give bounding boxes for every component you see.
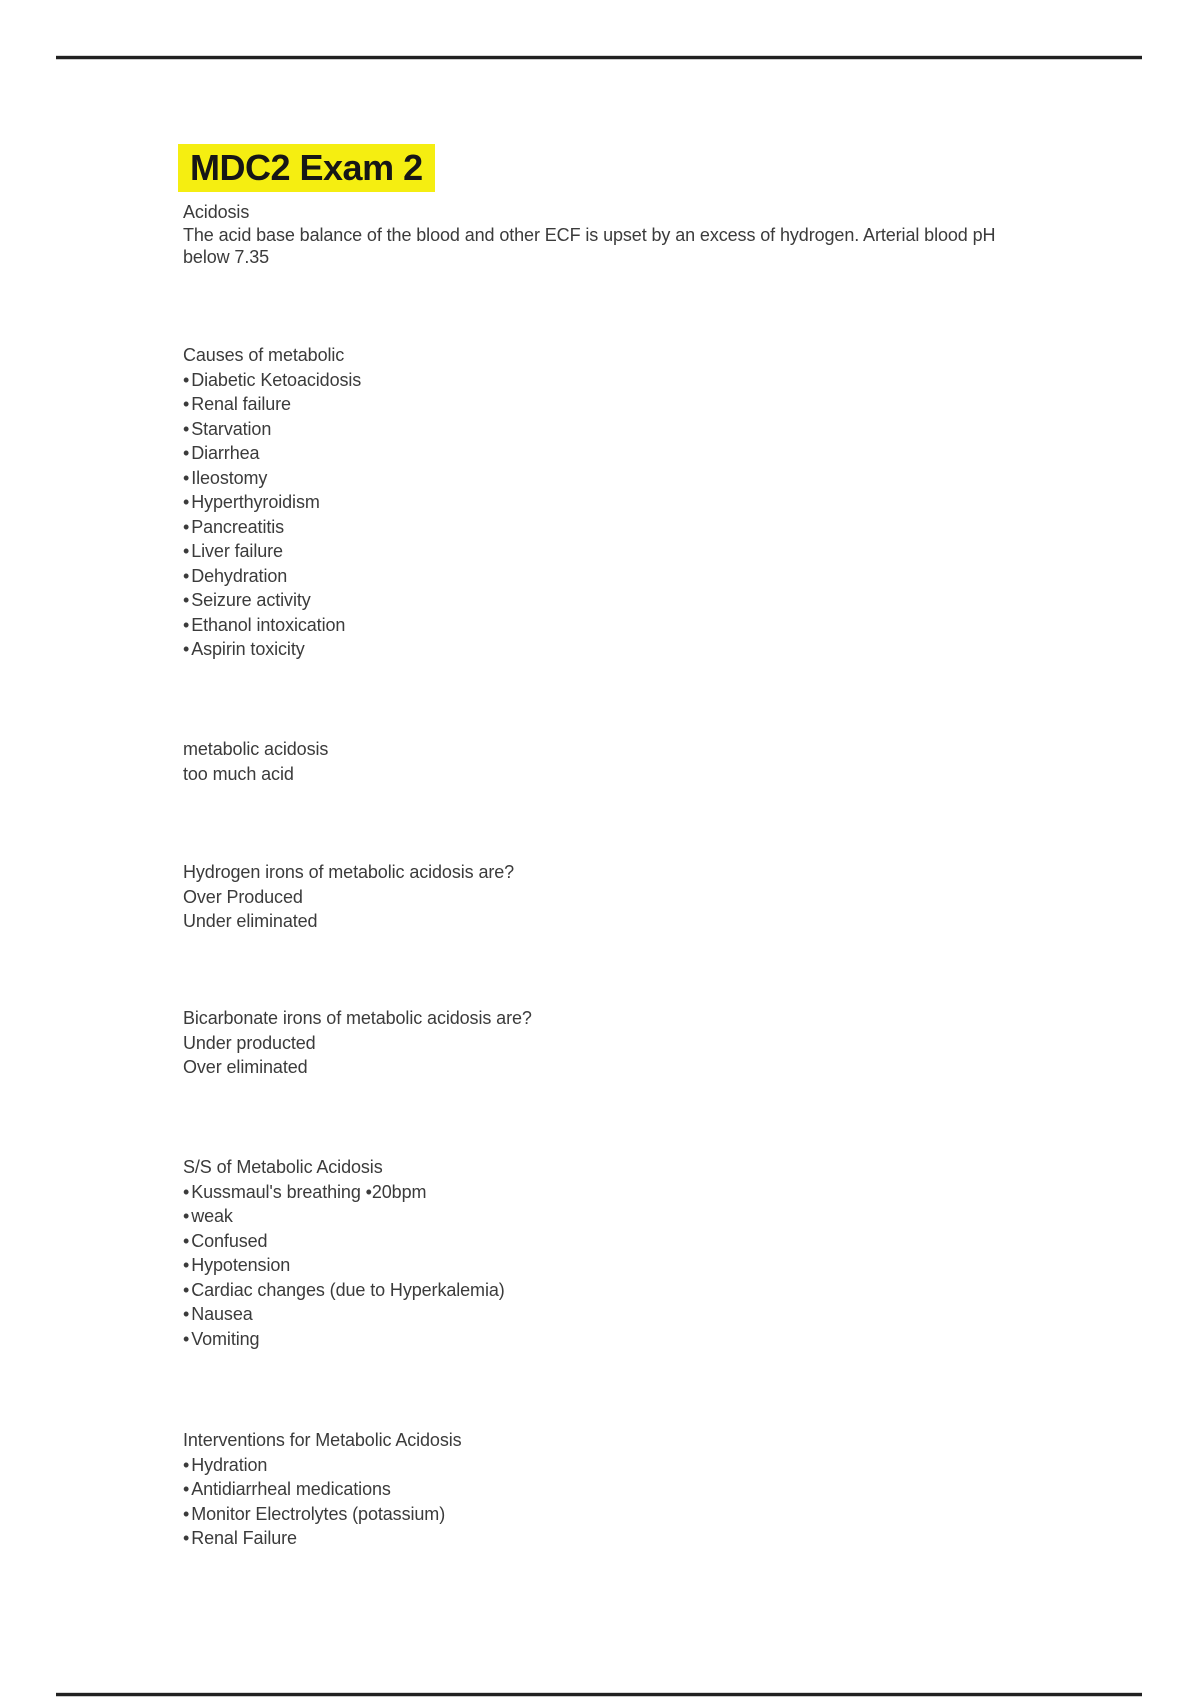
bullet-item: • Confused: [183, 1229, 505, 1254]
section-bicarbonate-ions: [183, 1006, 532, 1080]
bullet-item: • Pancreatitis: [183, 515, 361, 540]
bullet-item: • Antidiarrheal medications: [183, 1477, 462, 1502]
definition-text-line: The acid base balance of the blood and other ECF is upset by an excess of hydrogen. Arterial blood pH: [183, 224, 996, 245]
bullet-item: • Kussmaul's breathing •20bpm: [183, 1180, 505, 1205]
bullet-item: • Starvation: [183, 417, 361, 442]
question-text: Hydrogen irons of metabolic acidosis are?: [183, 862, 515, 882]
term-text: metabolic acidosis: [183, 739, 329, 759]
answer-line: Over Produced: [183, 886, 303, 907]
bullet-item: • Hyperthyroidism: [183, 490, 361, 515]
section-acidosis: [183, 201, 995, 269]
bullet-item: • Ileostomy: [183, 466, 361, 491]
section-heading: Interventions for Metabolic Acidosis: [183, 1430, 462, 1450]
bullet-item: • Diarrhea: [183, 441, 361, 466]
section-heading: S/S of Metabolic Acidosis: [183, 1157, 383, 1177]
bullet-item: • Hydration: [183, 1453, 462, 1478]
bullet-item: • Renal failure: [183, 392, 361, 417]
bullet-item: • Renal Failure: [183, 1526, 462, 1551]
bullet-item: • Hypotension: [183, 1253, 505, 1278]
bullet-item: • Cardiac changes (due to Hyperkalemia): [183, 1278, 505, 1303]
question-text: Bicarbonate irons of metabolic acidosis are?: [183, 1008, 532, 1028]
section-interventions: [183, 1428, 462, 1551]
bullet-item: • weak: [183, 1204, 505, 1229]
meaning-text: too much acid: [183, 763, 294, 784]
answer-line: Over eliminated: [183, 1057, 308, 1077]
section-causes: [183, 343, 361, 662]
bullet-list: [183, 1453, 462, 1551]
term-heading: Acidosis: [183, 202, 250, 222]
bullet-item: • Dehydration: [183, 564, 361, 589]
answer-line: Under eliminated: [183, 911, 318, 931]
section-heading: Causes of metabolic: [183, 345, 345, 365]
bullet-item: • Liver failure: [183, 539, 361, 564]
definition-text-line: below 7.35: [183, 247, 270, 267]
bullet-item: • Ethanol intoxication: [183, 613, 361, 638]
page-title: MDC2 Exam 2: [178, 144, 435, 192]
bullet-item: • Seizure activity: [183, 588, 361, 613]
bullet-item: • Diabetic Ketoacidosis: [183, 368, 361, 393]
bullet-item: • Monitor Electrolytes (potassium): [183, 1502, 462, 1527]
bullet-list: [183, 368, 361, 662]
bottom-divider: [56, 1693, 1142, 1696]
answer-line: Under producted: [183, 1032, 316, 1053]
bullet-list: [183, 1180, 505, 1352]
bullet-item: • Aspirin toxicity: [183, 637, 361, 662]
top-divider: [56, 56, 1142, 59]
section-definition: [183, 737, 328, 786]
section-signs-symptoms: [183, 1155, 505, 1351]
section-hydrogen-ions: [183, 860, 514, 934]
bullet-item: • Vomiting: [183, 1327, 505, 1352]
bullet-item: • Nausea: [183, 1302, 505, 1327]
